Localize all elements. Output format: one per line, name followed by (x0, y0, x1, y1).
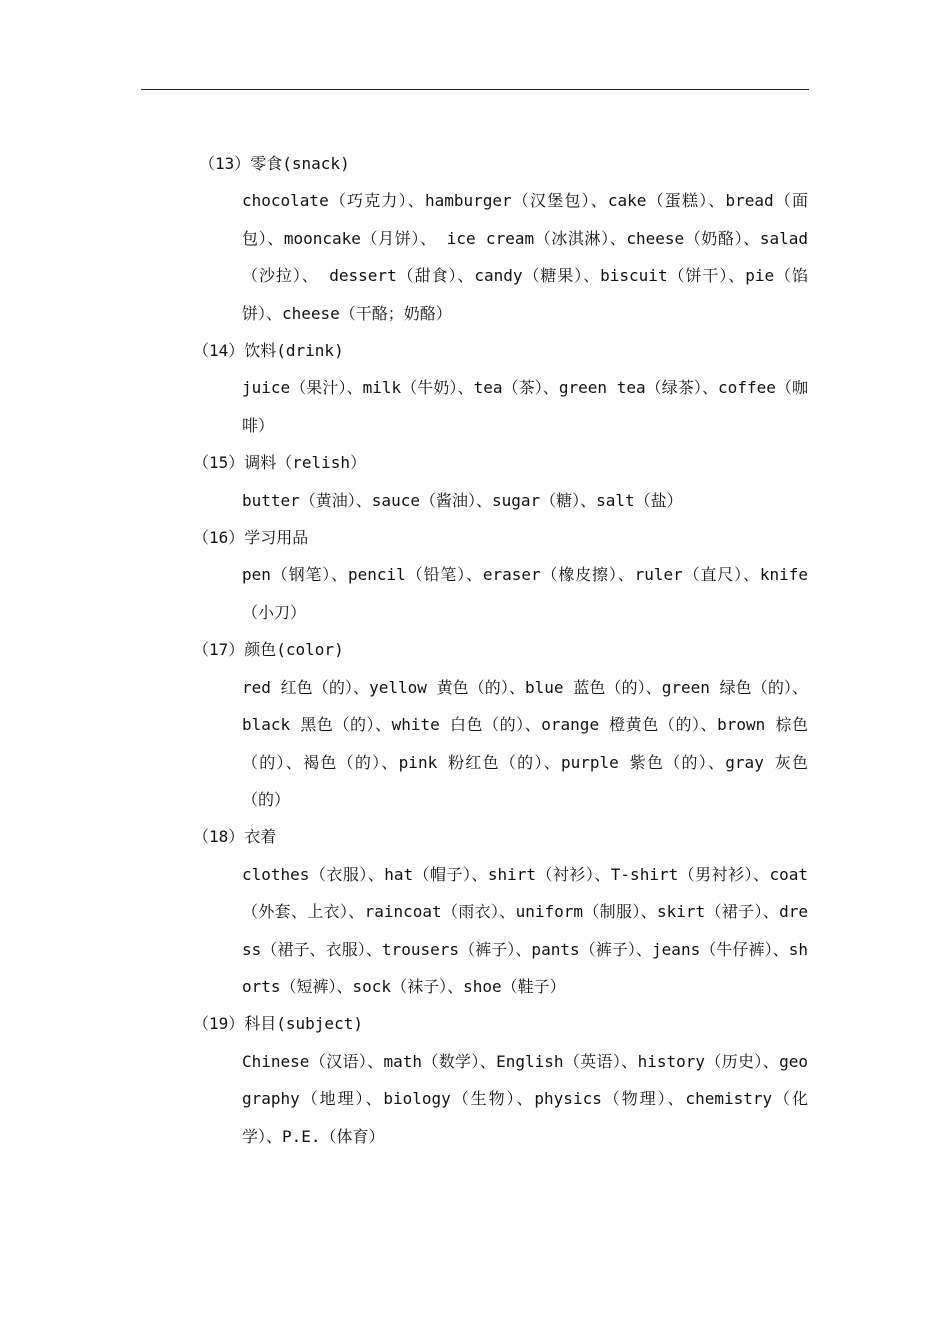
section-heading-drink: （14）饮料(drink) (193, 341, 344, 361)
section-heading-clothes: （18）衣着 (193, 827, 277, 847)
section-body-color: red 红色（的）、yellow 黄色（的）、blue 蓝色（的）、green 绿色（的）、black 黑色（的）、white 白色（的）、orange 橙黄色（的）、brown 棕色（的）、褐色（的）、pink 粉红色（的）、purple 紫色（的）、gray 灰色（的） (242, 677, 808, 809)
section-heading-color: （17）颜色(color) (193, 640, 344, 660)
document-body (193, 145, 813, 1155)
section-heading-snack: （13）零食(snack) (199, 154, 350, 173)
section-body-drink: juice（果汁）、milk（牛奶）、tea（茶）、green tea（绿茶）、coffee（咖啡） (242, 378, 808, 435)
section-heading-subject: （19）科目(subject) (193, 1014, 363, 1034)
section-body-clothes: clothes（衣服）、hat（帽子）、shirt（衬衫）、T-shirt（男衬衫）、coat（外套、上衣）、raincoat（雨衣）、uniform（制服）、skirt（裙子）、dress（裙子、衣服）、trousers（裤子）、pants（裤子）、jeans（牛仔裤）、shorts（短裤）、sock（袜子）、shoe（鞋子） (242, 864, 808, 996)
section-body-stationery: pen（钢笔）、pencil（铅笔）、eraser（橡皮擦）、ruler（直尺）、knife（小刀） (242, 565, 808, 622)
section-heading-stationery: （16）学习用品 (193, 528, 309, 548)
section-body-relish: butter（黄油）、sauce（酱油）、sugar（糖）、salt（盐） (242, 490, 683, 510)
header-rule (141, 89, 809, 90)
section-body-subject: Chinese（汉语）、math（数学）、English（英语）、history（历史）、geography（地理）、biology（生物）、physics（物理）、chemistry（化学）、P.E.（体育） (242, 1051, 808, 1146)
section-body-snack: chocolate（巧克力）、hamburger（汉堡包）、cake（蛋糕）、bread（面包）、mooncake（月饼）、 ice cream（冰淇淋）、cheese（奶酪）、salad（沙拉）、 dessert（甜食）、candy（糖果）、biscuit（饼干）、pie（馅饼）、cheese（干酪；奶酪） (242, 191, 808, 323)
section-heading-relish: （15）调料（relish） (193, 453, 367, 473)
